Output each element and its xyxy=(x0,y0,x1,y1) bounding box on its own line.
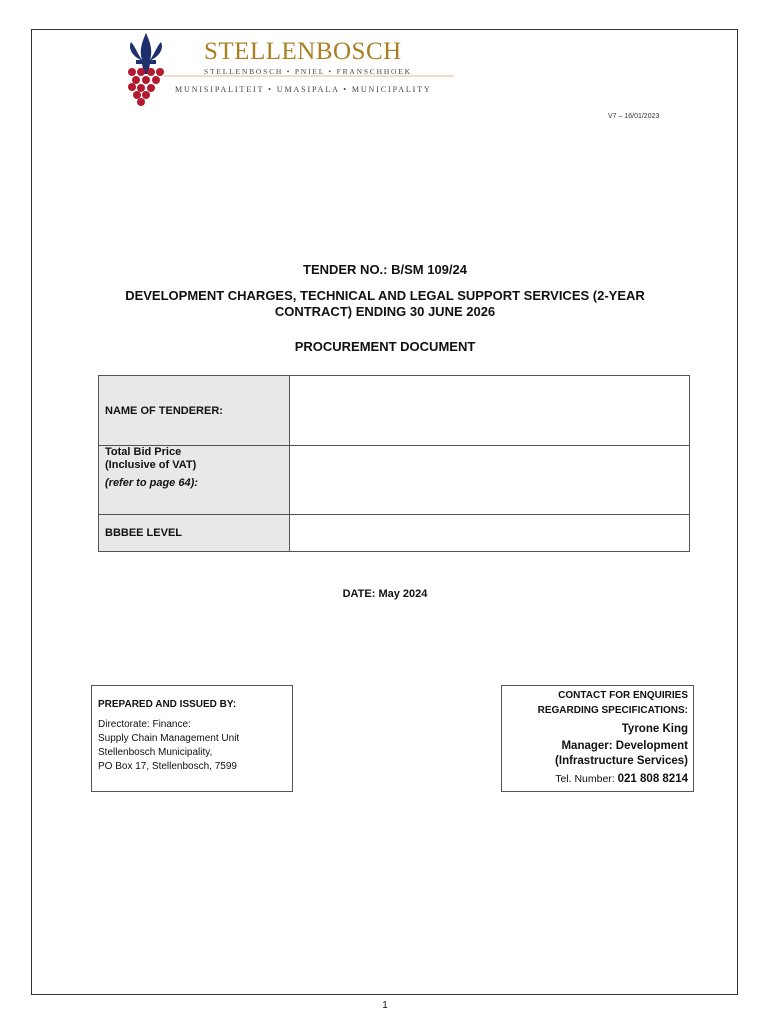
tender-number: TENDER NO.: B/SM 109/24 xyxy=(303,262,467,277)
bbbee-level-field[interactable] xyxy=(290,515,690,552)
prepared-line: Stellenbosch Municipality, xyxy=(98,747,213,758)
tel-label: Tel. Number: xyxy=(555,773,615,785)
logo-wordmark: STELLENBOSCH xyxy=(204,38,402,65)
tender-info-table xyxy=(98,375,690,552)
bbbee-level-label: BBBEE LEVEL xyxy=(99,515,290,552)
logo-towns: STELLENBOSCH • PNIEL • FRANSCHHOEK xyxy=(204,67,412,76)
page-number: 1 xyxy=(382,1000,388,1011)
document-title: DEVELOPMENT CHARGES, TECHNICAL AND LEGAL SUPPORT SERVICES (2-YEAR CONTRACT) ENDING 30 JUNE 2026 xyxy=(125,288,645,319)
contact-role-1: Manager: Development xyxy=(561,740,688,752)
logo-municipality-line: MUNISIPALITEIT • UMASIPALA • MUNICIPALITY xyxy=(175,85,432,94)
tenderer-name-field[interactable] xyxy=(290,376,690,446)
version-label: V7 – 16/01/2023 xyxy=(608,113,660,120)
table-row xyxy=(99,376,690,446)
contact-heading-2: REGARDING SPECIFICATIONS: xyxy=(537,705,688,716)
document-date: DATE: May 2024 xyxy=(342,588,428,600)
bid-price-refer: (refer to page 64): xyxy=(105,477,198,489)
bid-price-field[interactable] xyxy=(290,446,690,515)
tel-number: 021 808 8214 xyxy=(617,773,688,785)
bid-price-label-line1: Total Bid Price xyxy=(105,446,182,458)
table-row xyxy=(99,515,690,552)
prepared-by-box xyxy=(91,685,293,792)
contact-role-2: (Infrastructure Services) xyxy=(555,755,688,767)
fleur-de-lis-icon xyxy=(130,33,162,74)
prepared-by-heading: PREPARED AND ISSUED BY: xyxy=(98,699,237,710)
bid-price-label xyxy=(99,446,290,515)
contact-telephone xyxy=(507,773,688,785)
bid-price-label-line2: (Inclusive of VAT) xyxy=(105,459,197,471)
contact-heading-1: CONTACT FOR ENQUIRIES xyxy=(558,690,688,701)
prepared-line: PO Box 17, Stellenbosch, 7599 xyxy=(98,761,237,772)
table-row xyxy=(99,446,690,515)
contact-box xyxy=(501,685,694,792)
contact-name: Tyrone King xyxy=(621,723,688,735)
prepared-line: Supply Chain Management Unit xyxy=(98,733,240,744)
tenderer-name-label: NAME OF TENDERER: xyxy=(99,376,290,446)
document-type: PROCUREMENT DOCUMENT xyxy=(294,339,476,354)
prepared-line: Directorate: Finance: xyxy=(98,719,191,730)
